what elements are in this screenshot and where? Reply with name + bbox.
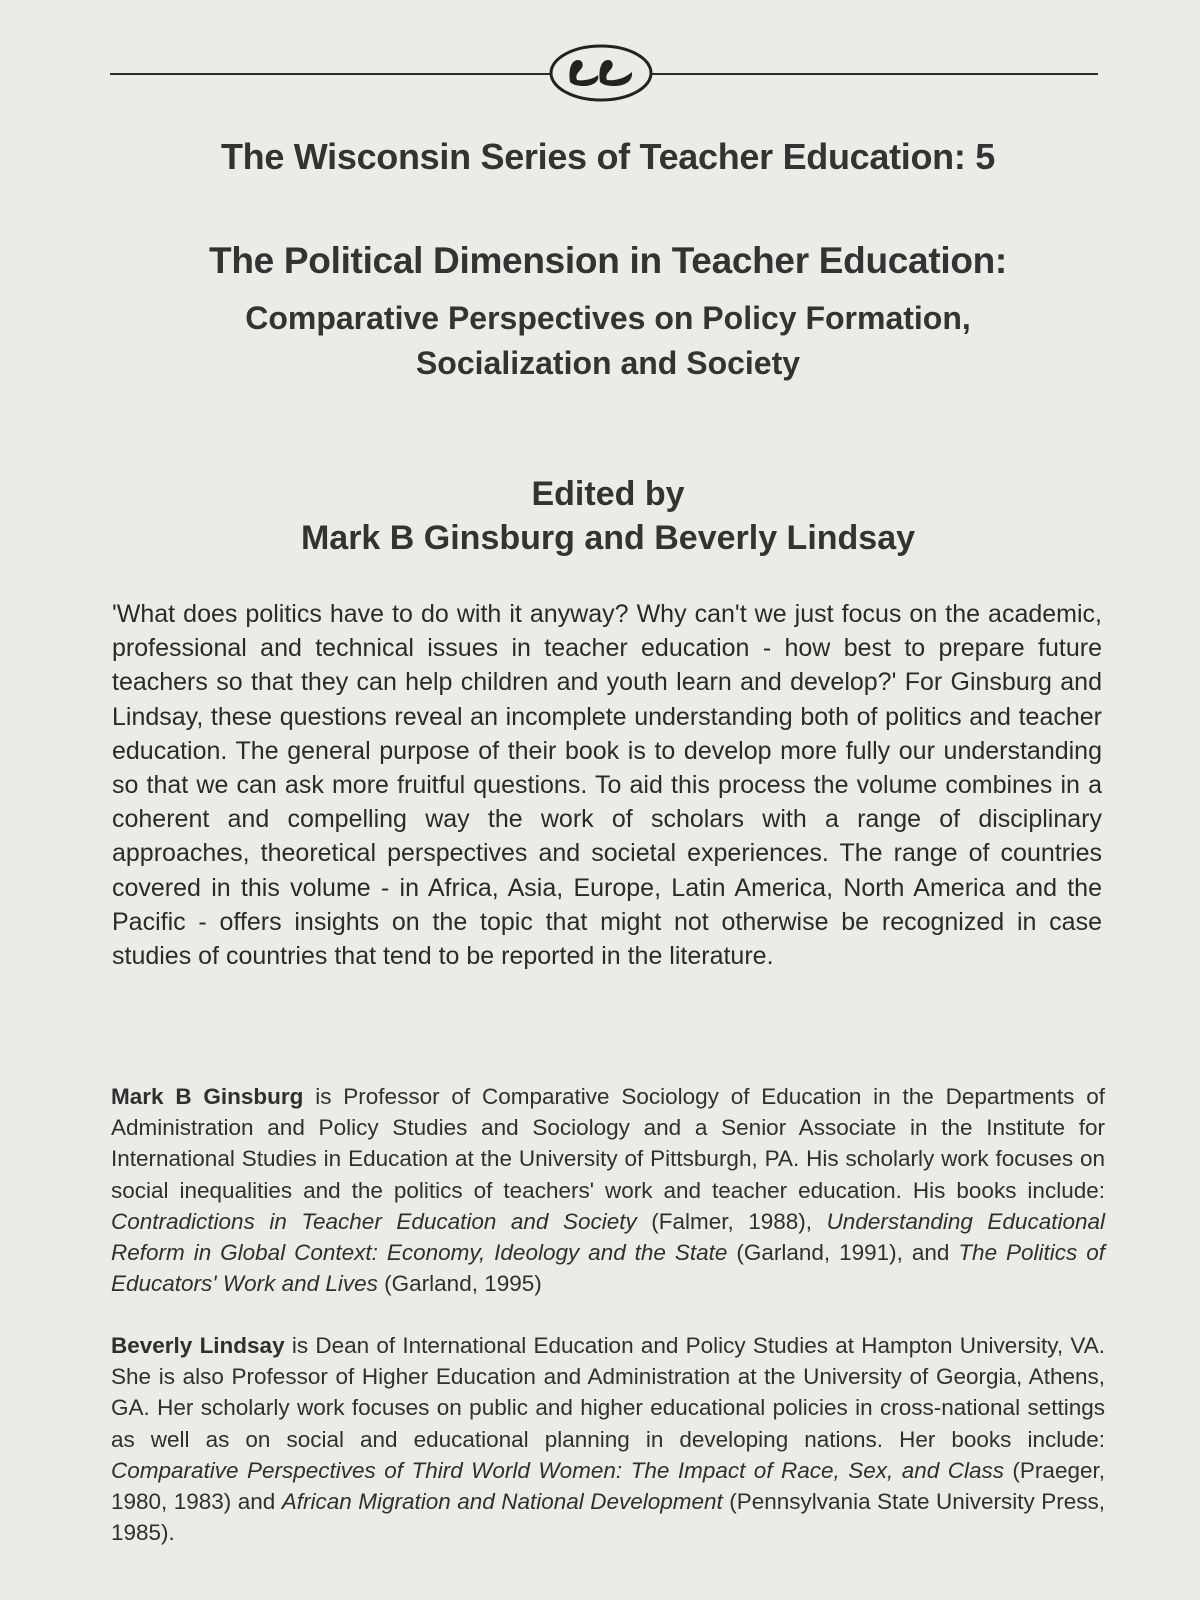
- bio-text: is Dean of International Education and Policy Studies at Hampton University, VA. She is also Professor of Higher Education and Administration at the University of Georgia, Athens, GA. Her scholarly work focuses on public and higher educational policies in cross-national settings as well as on social and educational planning in developing nations. Her books include:: [111, 1333, 1105, 1452]
- bio-ginsburg: [111, 1081, 1105, 1299]
- header-rule-left: [110, 73, 550, 75]
- edited-by-label: Edited by: [531, 475, 685, 513]
- bio-text: (Pennsylvania State University Press, 1985).: [111, 1489, 1105, 1546]
- bio-text: is Professor of Comparative Sociology of Education in the Departments of Administration and Policy Studies and Sociology and a Senior Associate in the Institute for International Studies in Education at the University of Pittsburgh, PA. His scholarly work focuses on social inequalities and the politics of teachers' work and teacher education. His books include:: [111, 1084, 1105, 1203]
- bio-text: (Falmer, 1988),: [636, 1208, 827, 1234]
- book-title: The Political Dimension in Teacher Education:: [209, 240, 1007, 281]
- book-reference: Contradictions in Teacher Education and Society: [111, 1208, 637, 1234]
- editor-names: Mark B Ginsburg and Beverly Lindsay: [300, 519, 916, 557]
- series-title: The Wisconsin Series of Teacher Education: 5: [220, 136, 995, 177]
- bio-text: (Garland, 1991), and: [727, 1240, 959, 1266]
- book-reference: Understanding Educational Reform in Global Context: Economy, Ideology and the State: [111, 1208, 1106, 1266]
- swan-logo-icon: [548, 42, 654, 104]
- book-subtitle: [0, 296, 1200, 386]
- bio-name: Beverly Lindsay: [111, 1333, 285, 1358]
- bio-lindsay: [111, 1330, 1105, 1548]
- bio-text: (Praeger, 1980, 1983) and: [111, 1457, 1105, 1515]
- bio-name: Mark B Ginsburg: [111, 1084, 304, 1109]
- book-description: 'What does politics have to do with it anyway? Why can't we just focus on the academic, professional and technical issues in teacher education - how best to prepare future teachers so that they can help children and youth learn and develop?' For Ginsburg and Lindsay, these questions reveal an incomplete understanding both of politics and teacher education. The general purpose of their book is to develop more fully our understanding so that we can ask more fruitful questions. To aid this process the volume combines in a coherent and compelling way the work of scholars with a range of disciplinary approaches, theoretical perspectives and societal experiences. The range of countries covered in this volume - in Africa, Asia, Europe, Latin America, North America and the Pacific - offers insights on the topic that might not otherwise be recognized in case studies of countries that tend to be reported in the literature.: [112, 600, 1102, 971]
- editors-block: [0, 472, 1200, 560]
- book-reference: Comparative Perspectives of Third World Women: The Impact of Race, Sex, and Class: [111, 1457, 1004, 1483]
- book-reference: The Politics of Educators' Work and Lives: [111, 1240, 1105, 1297]
- book-reference: African Migration and National Development: [281, 1489, 723, 1515]
- header-rule-right: [652, 73, 1098, 75]
- subtitle-line-2: Socialization and Society: [415, 345, 801, 381]
- bio-text: (Garland, 1995): [377, 1271, 542, 1297]
- subtitle-line-1: Comparative Perspectives on Policy Formation,: [245, 300, 971, 336]
